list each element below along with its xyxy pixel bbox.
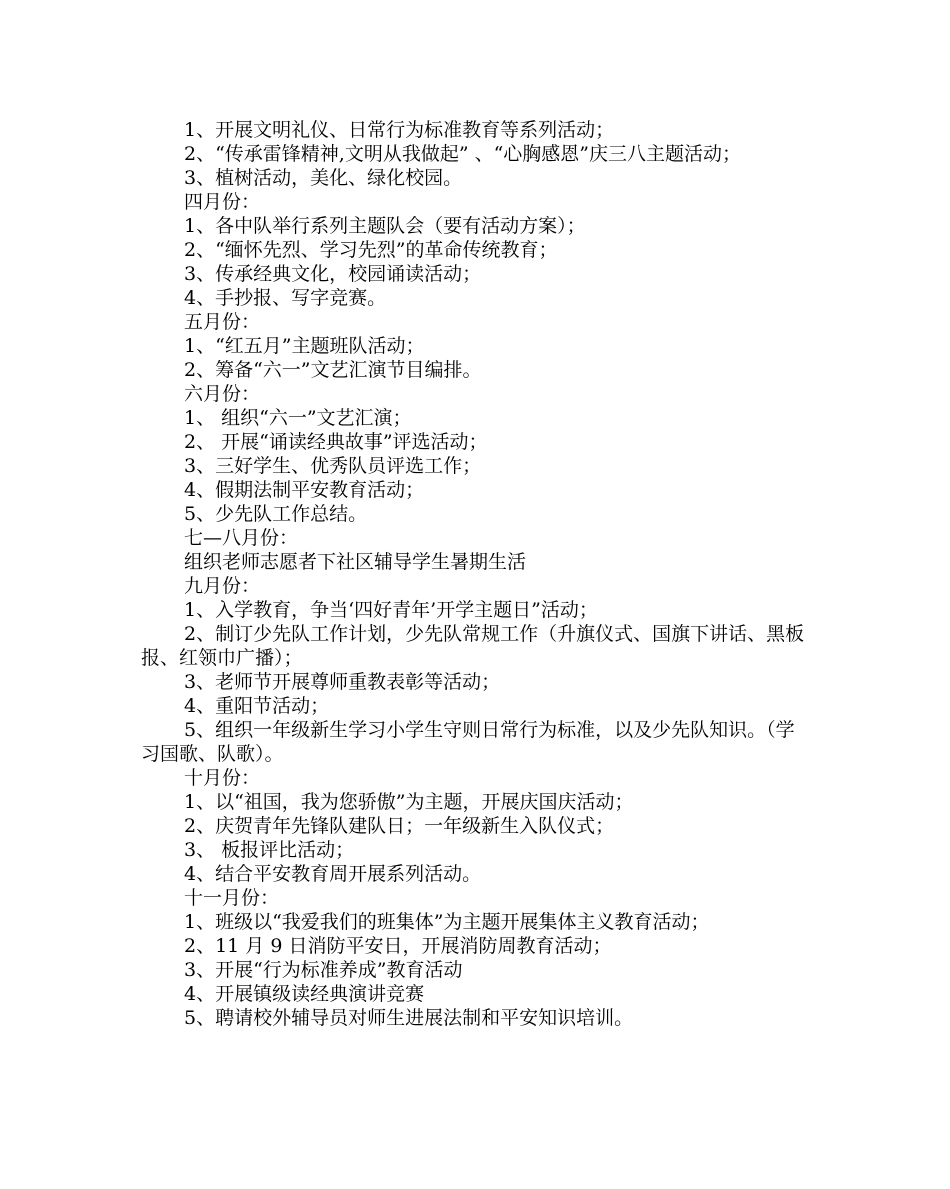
item-september-4: 4、重阳节活动； [184,695,330,717]
item-april-4: 4、手抄报、写字竞赛。 [184,287,387,309]
heading-september: 九月份： [184,575,261,597]
item-september-2: 2、制订少先队工作计划，少先队常规工作（升旗仪式、国旗下讲话、黑板报、红领巾广播）； [141,623,805,669]
item-april-1: 1、各中队举行系列主题队会（要有活动方案）； [184,215,586,237]
item-april-2: 2、“缅怀先烈、学习先烈”的革命传统教育； [184,239,558,261]
item-april-3: 3、传承经典文化，校园诵读活动； [184,263,482,285]
document-body [141,118,811,1030]
item-march-3: 3、植树活动，美化、绿化校园。 [184,167,463,189]
item-november-3: 3、开展“行为标准养成”教育活动 [184,959,463,981]
heading-october: 十月份： [184,767,261,789]
heading-april: 四月份： [184,191,261,213]
item-september-5: 5、组织一年级新生学习小学生守则日常行为标准，以及少先队知识。（学习国歌、队歌）。 [141,719,795,765]
item-november-4: 4、开展镇级读经典演讲竞赛 [184,983,425,1005]
item-october-1: 1、以“祖国，我为您骄傲”为主题，开展庆国庆活动； [184,791,634,813]
heading-november: 十一月份： [184,887,280,909]
heading-july-august: 七—八月份： [184,527,299,549]
item-september-1: 1、入学教育，争当‘四好青年’开学主题日”活动； [184,599,598,621]
item-november-2: 2、11 月 9 日消防平安日，开展消防周教育活动； [184,935,612,957]
heading-may: 五月份： [184,311,261,333]
item-november-1: 1、班级以“我爱我们的班集体”为主题开展集体主义教育活动； [184,911,710,933]
item-june-4: 4、假期法制平安教育活动； [184,479,425,501]
heading-june: 六月份： [184,383,261,405]
item-october-4: 4、结合平安教育周开展系列活动。 [184,863,482,885]
item-june-5: 5、少先队工作总结。 [184,503,368,525]
item-june-3: 3、三好学生、优秀队员评选工作； [184,455,482,477]
item-may-1: 1、“红五月”主题班队活动； [184,335,425,357]
item-july-august-1: 组织老师志愿者下社区辅导学生暑期生活 [184,551,527,573]
item-october-3: 3、 板报评比活动； [184,839,355,861]
item-september-3: 3、老师节开展尊师重教表彰等活动； [184,671,501,693]
item-november-5: 5、聘请校外辅导员对师生进展法制和平安知识培训。 [184,1007,634,1029]
item-may-2: 2、筹备“六一”文艺汇演节目编排。 [184,359,482,381]
item-march-2: 2、“传承雷锋精神,文明从我做起” 、“心胸感恩”庆三八主题活动； [184,143,742,165]
item-june-1: 1、 组织“六一”文艺汇演； [184,407,412,429]
item-june-2: 2、 开展“诵读经典故事”评选活动； [184,431,488,453]
item-october-2: 2、庆贺青年先锋队建队日；一年级新生入队仪式； [184,815,615,837]
item-march-1: 1、开展文明礼仪、日常行为标准教育等系列活动； [184,119,615,141]
